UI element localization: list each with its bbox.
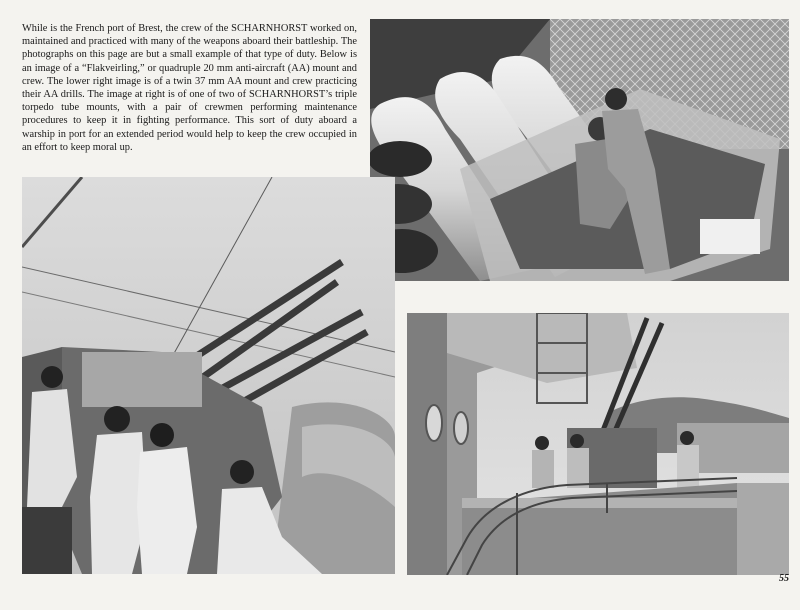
- page-number: 55: [779, 573, 789, 584]
- flakvierling-photo: [22, 177, 395, 574]
- caption-text: While is the French port of Brest, the crew of the SCHARNHORST worked on, maintained and practiced with many of the weapons aboard their battleship. The photographs on this page are but a small example of that type of duty. Below is an image of a “Flakveirling,” or quadruple 20 mm anti-aircraft (AA) mount and crew. The lower right image is of a twin 37 mm AA mount and crew practicing their AA drills. The image at right is of one of two of SCHARNHORST’s triple torpedo tube mounts, with a pair of crewmen performing maintenance procedures to keep it in fighting performance. This sort of duty aboard a warship in port for an extended period would help to keep the crew occupied in an effort to keep moral up.: [22, 23, 357, 153]
- twin-37mm-photo: [407, 313, 789, 575]
- torpedo-tube-photo: [370, 19, 789, 281]
